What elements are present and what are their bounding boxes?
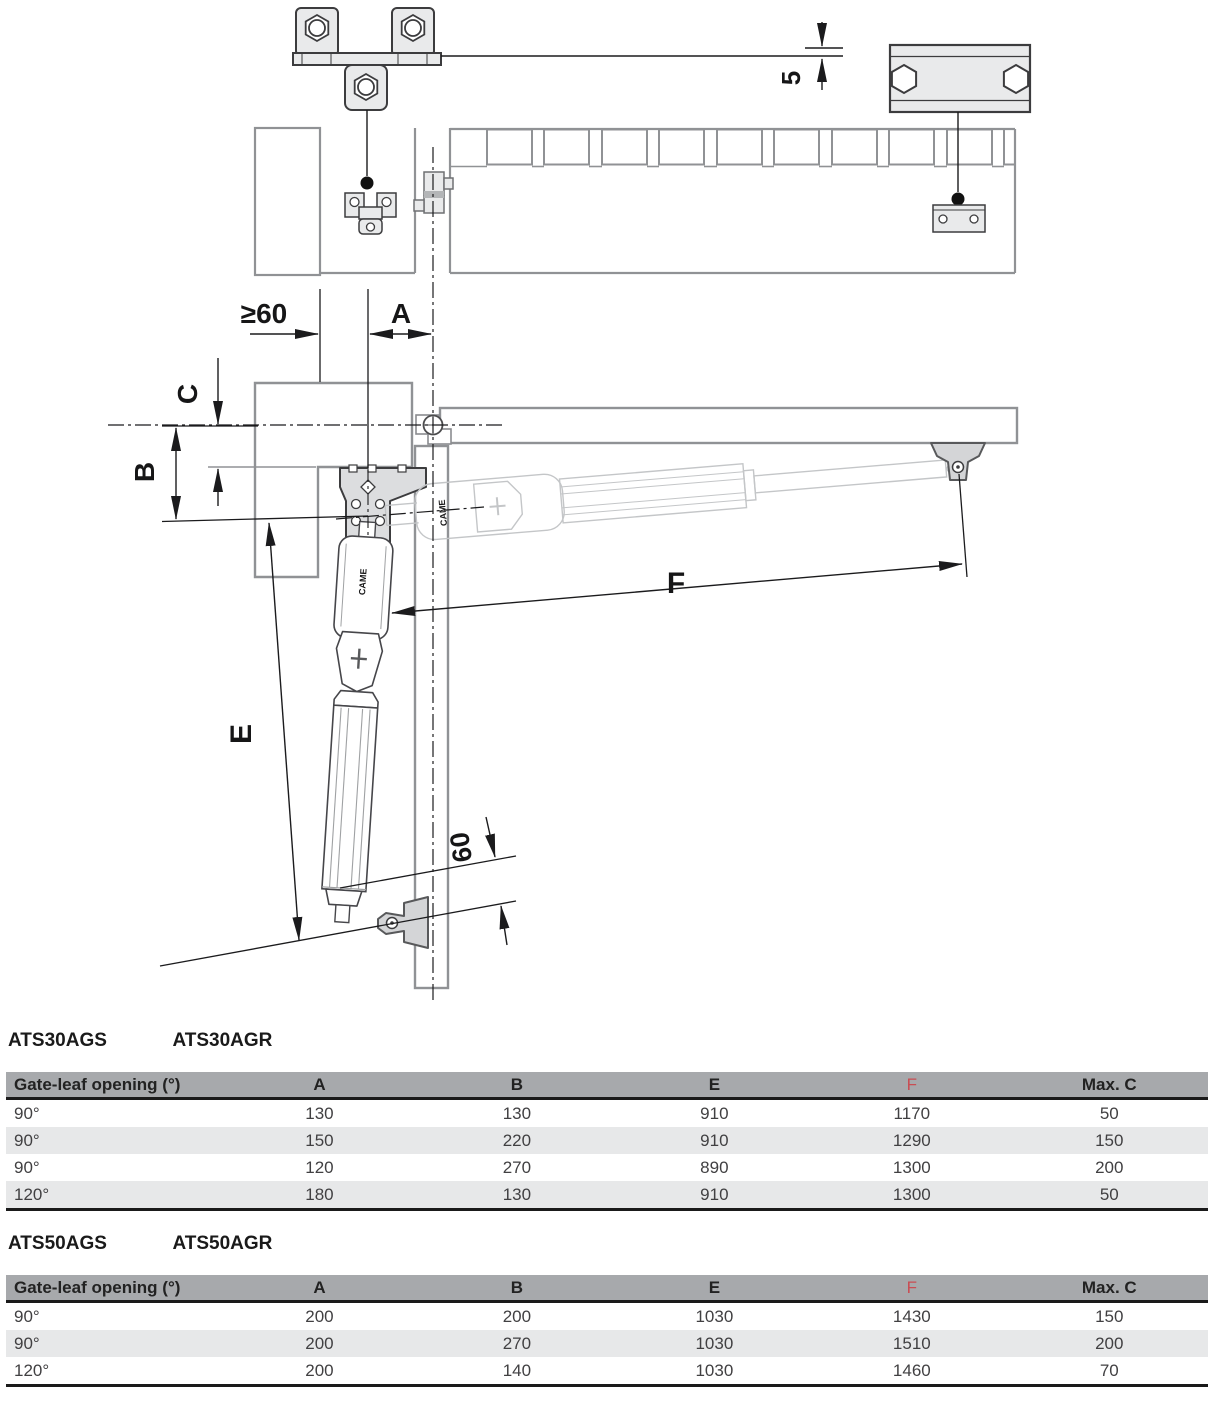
column-header: A (221, 1275, 418, 1302)
table-cell: 120° (6, 1181, 221, 1210)
table-cell: 1290 (813, 1127, 1010, 1154)
spec-section-ats30 (6, 1030, 1208, 1211)
table-cell: 50 (1099, 1103, 1119, 1123)
table-cell: 200 (1011, 1330, 1208, 1357)
table-cell: 910 (616, 1127, 813, 1154)
column-header: E (616, 1275, 813, 1302)
column-header: B (418, 1072, 615, 1099)
header-row (6, 1275, 1208, 1302)
table-cell: 90° (14, 1157, 40, 1177)
table-row (6, 1330, 1208, 1357)
column-header: Gate-leaf opening (°) (6, 1275, 221, 1302)
table-cell: 150 (221, 1127, 418, 1154)
spec-tables (6, 0, 1208, 1403)
table-cell: 1170 (893, 1103, 931, 1123)
table-cell: 200 (502, 1306, 532, 1326)
table-title: ATS50AGS (8, 1233, 107, 1254)
table-cell: 130 (305, 1103, 334, 1123)
table-cell: 120 (305, 1157, 334, 1177)
table-cell: 70 (1011, 1357, 1208, 1386)
table-cell: 1030 (616, 1330, 813, 1357)
table-cell: 150 (1011, 1127, 1208, 1154)
table-cell: 1460 (813, 1357, 1010, 1386)
table-cell: 90° (14, 1306, 40, 1326)
dim-label-a: A (390, 298, 412, 329)
table-cell: 140 (418, 1357, 615, 1386)
column-header: Gate-leaf opening (°) (6, 1072, 221, 1099)
table-title: ATS30AGS (8, 1030, 107, 1051)
table-cell: 50 (1011, 1181, 1208, 1210)
table-cell: 200 (1095, 1157, 1124, 1177)
table-row (6, 1302, 1208, 1331)
dim-label-c: C (172, 383, 203, 405)
column-header: A (221, 1072, 418, 1099)
table-cell: 200 (221, 1330, 418, 1357)
table-cell: 200 (221, 1357, 418, 1386)
dim-label-60: 60 (444, 830, 479, 865)
table-cell: 90° (14, 1103, 40, 1123)
table-cell: 1030 (616, 1357, 813, 1386)
table-cell: 130 (418, 1181, 615, 1210)
table-row (6, 1154, 1208, 1181)
column-header: F (813, 1275, 1010, 1302)
table-titles (6, 1233, 1208, 1257)
came-logo: CAME (436, 499, 449, 527)
spec-table-ats30 (6, 1072, 1208, 1211)
table-row (6, 1181, 1208, 1210)
came-logo: CAME (356, 568, 369, 596)
table-cell: 200 (305, 1306, 334, 1326)
table-cell: 220 (418, 1127, 615, 1154)
table-cell: 1300 (813, 1181, 1010, 1210)
dim-label-f: F (666, 567, 686, 600)
dim-label-5: 5 (776, 70, 806, 86)
table-cell: 90° (6, 1127, 221, 1154)
table-row (6, 1099, 1208, 1128)
table-title: ATS30AGR (172, 1030, 273, 1051)
column-header: F (813, 1072, 1010, 1099)
table-row (6, 1127, 1208, 1154)
table-cell: 130 (502, 1103, 532, 1123)
dim-label-e: E (225, 723, 258, 745)
column-header: Max. C (1011, 1275, 1208, 1302)
table-cell: 150 (1095, 1306, 1124, 1326)
dim-label-min60: ≥60 (240, 298, 288, 329)
table-cell: 910 (700, 1103, 729, 1123)
table-cell: 1300 (892, 1157, 931, 1177)
table-cell: 1510 (813, 1330, 1010, 1357)
table-cell: 910 (616, 1181, 813, 1210)
table-cell: 1430 (892, 1306, 931, 1326)
table-cell: 270 (502, 1157, 532, 1177)
spec-table-ats50 (6, 1275, 1208, 1387)
table-titles (6, 1030, 1208, 1054)
table-title: ATS50AGR (172, 1233, 273, 1254)
spec-section-ats50 (6, 1233, 1208, 1387)
column-header: E (616, 1072, 813, 1099)
column-header: B (418, 1275, 615, 1302)
column-header: Max. C (1011, 1072, 1208, 1099)
table-cell: 90° (6, 1330, 221, 1357)
table-cell: 180 (221, 1181, 418, 1210)
table-cell: 270 (418, 1330, 615, 1357)
header-row (6, 1072, 1208, 1099)
table-cell: 890 (700, 1157, 729, 1177)
dim-label-b: B (129, 461, 160, 483)
table-cell: 1030 (695, 1306, 734, 1326)
table-row (6, 1357, 1208, 1386)
table-cell: 120° (6, 1357, 221, 1386)
